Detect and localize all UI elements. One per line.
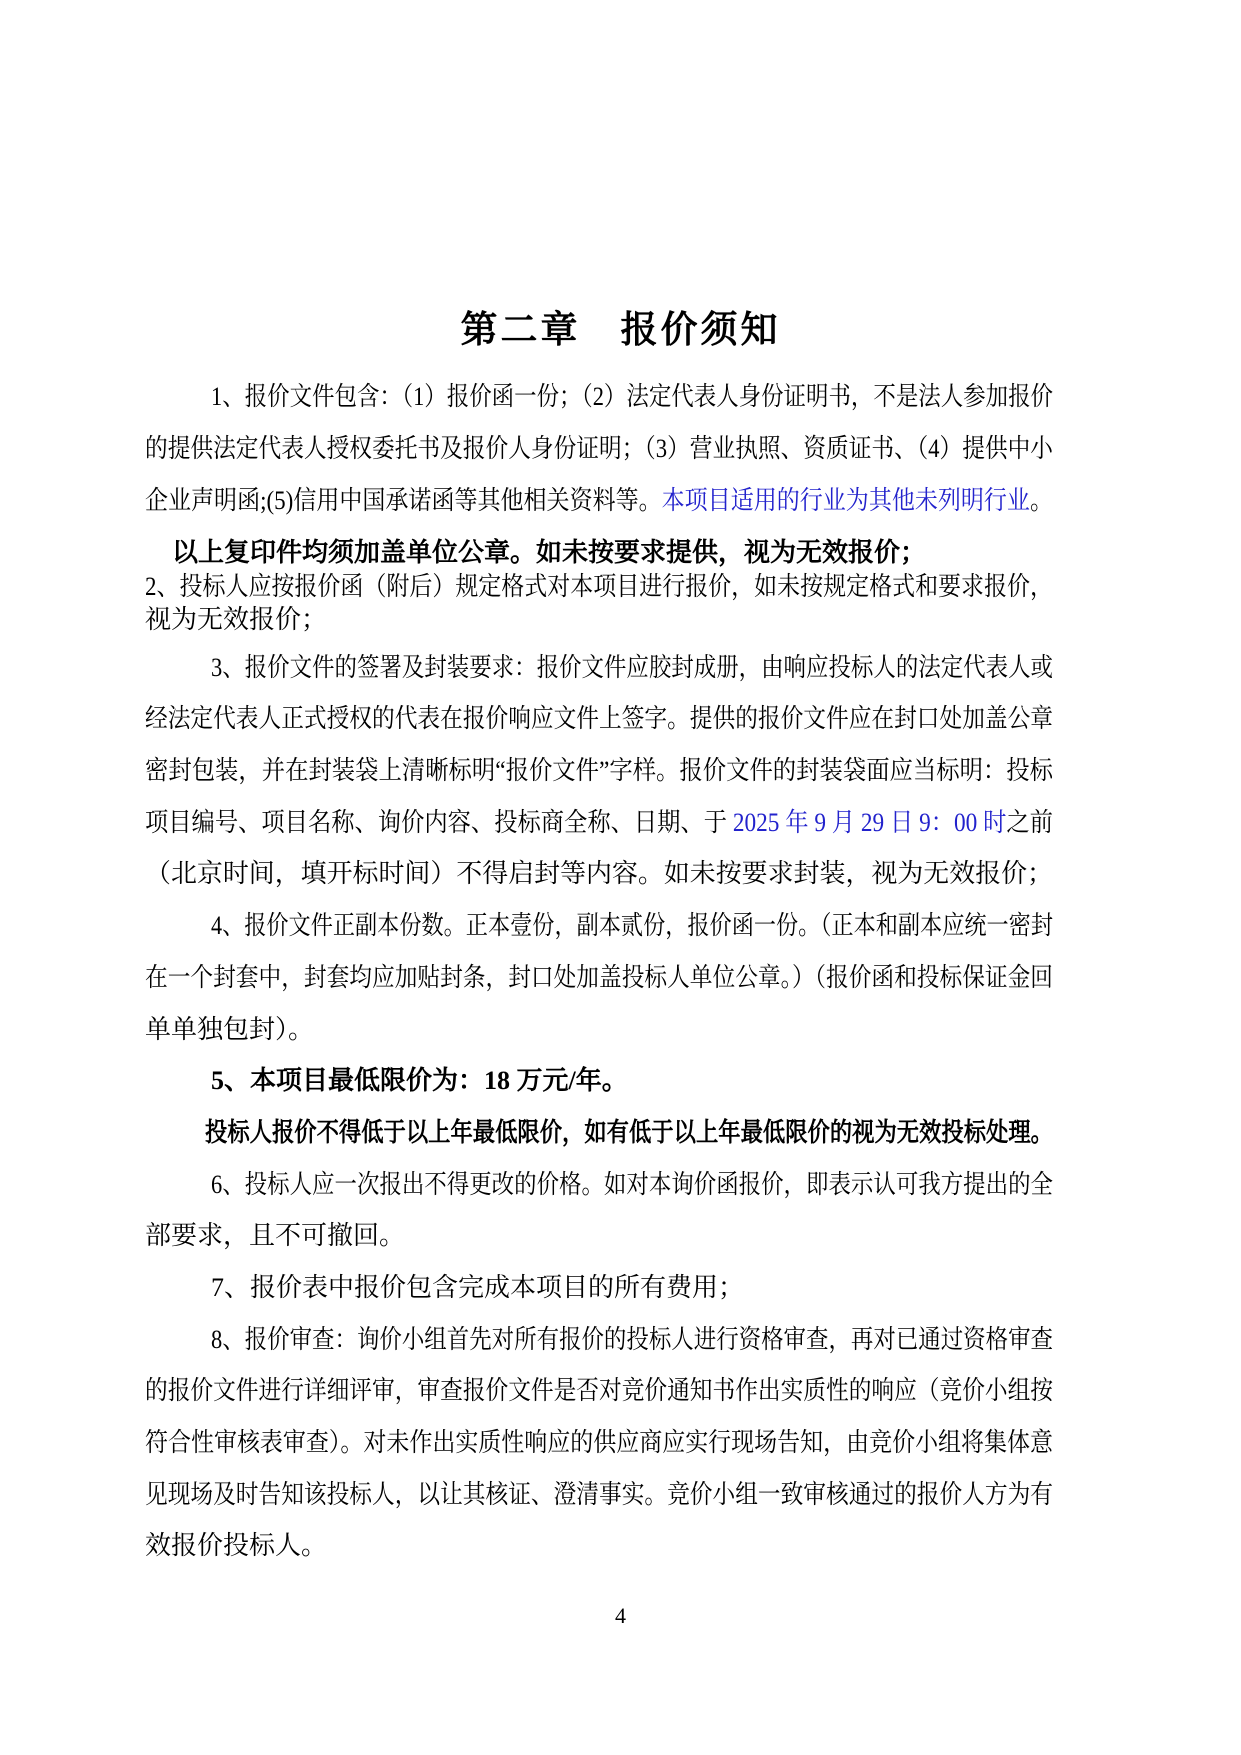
text-line	[145, 1415, 1053, 1467]
text-line	[145, 1363, 1053, 1415]
highlighted-text-run: 本项目适用的行业为其他未列明行业	[661, 485, 1030, 515]
text-run: 经法定代表人正式授权的代表在报价响应文件上签字。提供的报价文件应在封口处加盖公章	[145, 704, 1053, 734]
line-content	[211, 1262, 744, 1314]
para-1-quotation-documents	[145, 369, 1053, 524]
highlighted-text-run: 2025 年 9 月 29 日 9：00 时	[732, 807, 1007, 837]
text-line	[145, 1312, 1053, 1364]
para-2-quotation-format	[145, 568, 1053, 635]
para-6-one-time-quote	[145, 1156, 1053, 1259]
text-run: 6、投标人应一次报出不得更改的价格。如对本询价函报价，即表示认可我方提出的全	[211, 1169, 1053, 1199]
line-content	[145, 1004, 314, 1056]
line-content	[145, 1469, 1053, 1521]
line-content	[145, 848, 1053, 900]
page-number: 4	[615, 1603, 626, 1628]
para-7-all-costs	[145, 1260, 1053, 1312]
line-content	[205, 1107, 1053, 1159]
line-content	[145, 797, 1053, 849]
text-line	[145, 534, 1053, 568]
text-line	[145, 601, 1053, 635]
para-3-signing-and-sealing	[145, 640, 1053, 898]
text-run: 企业声明函;(5)信用中国承诺函等其他相关资料等。	[145, 485, 662, 515]
text-run: 的报价文件进行详细评审，审查报价文件是否对竞价通知书作出实质性的响应（竞价小组按	[145, 1376, 1053, 1406]
text-line	[145, 568, 1053, 602]
line-content	[211, 1159, 1053, 1211]
text-run: 8、报价审查：询价小组首先对所有报价的投标人进行资格审查，再对已通过资格审查	[211, 1324, 1053, 1354]
line-content	[211, 1055, 628, 1107]
text-line	[145, 369, 1053, 421]
line-content	[145, 475, 1053, 527]
text-run: 见现场及时告知该投标人，以让其核证、澄清事实。竞价小组一致审核通过的报价人方为有	[145, 1479, 1053, 1509]
text-run: 1、报价文件包含：（1）报价函一份；（2）法定代表人身份证明书，不是法人参加报价	[211, 382, 1053, 412]
line-content	[145, 1520, 327, 1572]
text-line	[145, 1001, 1053, 1053]
text-line	[145, 950, 1053, 1002]
text-run: 效报价投标人。	[145, 1531, 328, 1561]
text-run: 的提供法定代表人授权委托书及报价人身份证明；（3）营业执照、资质证书、（4）提供中小	[145, 433, 1053, 463]
line-content	[211, 900, 1053, 952]
line-content	[211, 1314, 1053, 1366]
text-run: 7、报价表中报价包含完成本项目的所有费用；	[211, 1272, 745, 1302]
text-line	[145, 1467, 1053, 1519]
text-run: 3、报价文件的签署及封装要求：报价文件应胶封成册，由响应投标人的法定代表人或	[211, 652, 1053, 682]
text-line	[145, 1105, 1053, 1157]
line-content	[145, 570, 1053, 604]
text-run: 2、投标人应按报价函（附后）规定格式对本项目进行报价，如未按规定格式和要求报价，	[145, 571, 1053, 601]
line-content	[145, 952, 1053, 1004]
text-line	[145, 1156, 1053, 1208]
text-run: 密封包装，并在封装袋上清晰标明“报价文件”字样。报价文件的封装袋面应当标明：投标	[145, 756, 1053, 786]
text-run: 符合性审核表审查）。对未作出实质性响应的供应商应实行现场告知，由竞价小组将集体意	[145, 1428, 1053, 1458]
text-line	[145, 421, 1053, 473]
text-run: 视为无效报价；	[145, 605, 328, 635]
text-run: 项目编号、项目名称、询价内容、投标商全称、日期、于	[145, 807, 733, 837]
text-run: 以上复印件均须加盖单位公章。如未按要求提供，视为无效报价；	[172, 538, 927, 568]
line-content	[172, 536, 926, 570]
text-line	[145, 691, 1053, 743]
document-body	[145, 369, 1053, 1570]
text-run: 5、本项目最低限价为：18 万元/年。	[211, 1066, 628, 1096]
text-line	[145, 1518, 1053, 1570]
text-run: 单单独包封）。	[145, 1014, 315, 1044]
line-content	[211, 371, 1053, 423]
page-title: 第二章 报价须知	[460, 310, 781, 351]
text-line	[145, 1053, 1053, 1105]
notice-stamp-requirement	[145, 534, 1053, 568]
text-line	[145, 640, 1053, 692]
text-run: 4、报价文件正副本份数。正本壹份，副本贰份，报价函一份。（正本和副本应统一密封	[211, 911, 1053, 941]
line-content	[145, 423, 1053, 475]
text-run: （北京时间，填开标时间）不得启封等内容。如未按要求封装，视为无效报价；	[145, 859, 1053, 889]
text-line	[145, 743, 1053, 795]
text-run: 。	[1029, 485, 1053, 515]
text-line	[145, 1208, 1053, 1260]
text-run: 之前	[1006, 807, 1053, 837]
line-content	[145, 745, 1053, 797]
text-line	[145, 846, 1053, 898]
line-content	[211, 642, 1053, 694]
para-5-minimum-price	[145, 1053, 1053, 1156]
text-run: 投标人报价不得低于以上年最低限价，如有低于以上年最低限价的视为无效投标处理。	[205, 1117, 1053, 1147]
line-content	[145, 1210, 405, 1262]
line-content	[145, 1365, 1053, 1417]
text-run: 在一个封套中，封套均应加贴封条，封口处加盖投标人单位公章。）（报价函和投标保证金回	[145, 962, 1053, 992]
text-line	[145, 898, 1053, 950]
text-line	[145, 795, 1053, 847]
para-8-quotation-review	[145, 1312, 1053, 1570]
para-4-copies	[145, 898, 1053, 1053]
line-content	[145, 693, 1053, 745]
text-line	[145, 1260, 1053, 1312]
line-content	[145, 603, 327, 637]
line-content	[145, 1417, 1053, 1469]
text-run: 部要求，且不可撤回。	[145, 1221, 406, 1251]
text-line	[145, 472, 1053, 524]
